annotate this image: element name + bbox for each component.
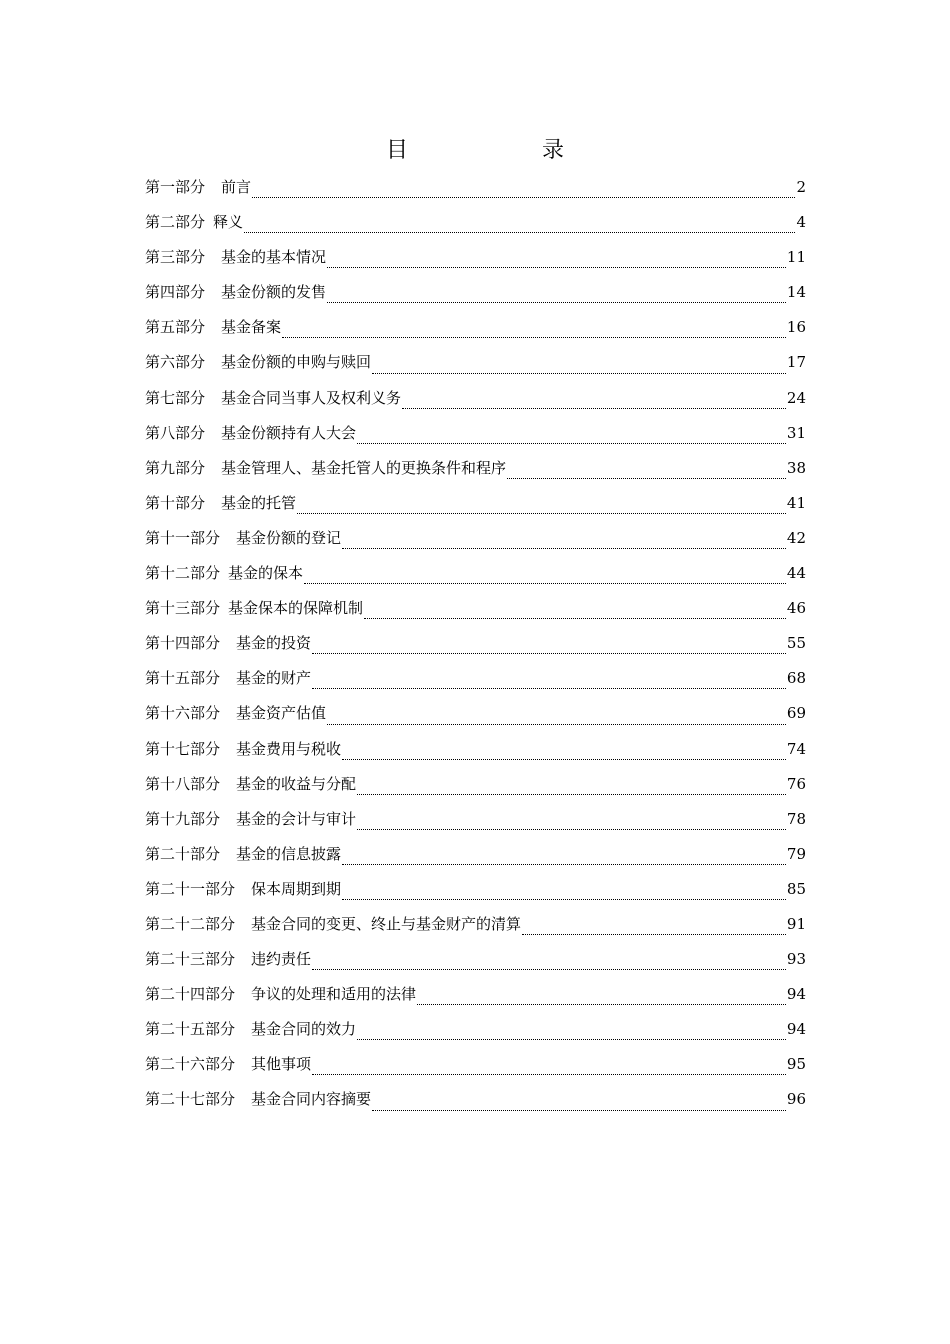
toc-entry-name: 保本周期到期 — [251, 879, 342, 898]
toc-title: 目 录 — [385, 138, 594, 163]
toc-entry[interactable] — [145, 457, 806, 492]
toc-entry[interactable] — [145, 702, 806, 737]
toc-entry-page-number: 78 — [786, 809, 806, 828]
toc-entry-page-number: 93 — [786, 950, 806, 969]
toc-entry-name: 其他事项 — [251, 1055, 312, 1074]
toc-entry-page-number: 74 — [786, 739, 806, 758]
toc-entry-part: 第十八部分 — [145, 774, 221, 793]
toc-entry[interactable] — [145, 1088, 806, 1123]
toc-entry-name: 基金资产估值 — [236, 704, 327, 723]
toc-entry-name: 基金的投资 — [236, 634, 312, 653]
toc-entry-name: 基金费用与税收 — [236, 739, 342, 758]
toc-dot-leader — [312, 687, 786, 689]
toc-entry-part: 第一部分 — [145, 178, 206, 196]
toc-entry-page-number: 24 — [786, 388, 806, 407]
toc-entry-page-number: 42 — [786, 528, 806, 547]
toc-dot-leader — [282, 336, 786, 338]
toc-entry[interactable] — [145, 176, 806, 211]
toc-dot-leader — [342, 863, 786, 865]
toc-entry-name: 基金合同的变更、终止与基金财产的清算 — [251, 914, 522, 933]
toc-entry-page-number: 95 — [786, 1055, 806, 1074]
toc-entry-part: 第十五部分 — [145, 669, 221, 688]
toc-entry-part: 第四部分 — [145, 283, 206, 302]
toc-entry[interactable] — [145, 597, 806, 632]
toc-dot-leader — [522, 933, 786, 935]
toc-entry-page-number: 91 — [786, 914, 806, 933]
toc-entry-name: 基金的收益与分配 — [236, 774, 357, 793]
toc-entry-page-number: 79 — [786, 844, 806, 863]
toc-entry-part: 第十三部分 — [145, 599, 221, 618]
toc-entry-name: 基金的信息披露 — [236, 844, 342, 863]
toc-entry-name: 基金的托管 — [221, 493, 297, 512]
toc-entry-page-number: 94 — [786, 1020, 806, 1039]
toc-entry-part: 第二十五部分 — [145, 1020, 236, 1039]
toc-dot-leader — [327, 266, 786, 268]
toc-dot-leader — [252, 196, 795, 198]
toc-entry[interactable] — [145, 773, 806, 808]
toc-entry-page-number: 85 — [786, 879, 806, 898]
toc-dot-leader — [312, 1073, 786, 1075]
toc-entry-name: 基金的保本 — [228, 564, 304, 583]
toc-entry-part: 第十一部分 — [145, 528, 221, 547]
toc-entry[interactable] — [145, 246, 806, 281]
toc-entry[interactable] — [145, 422, 806, 457]
toc-entry-page-number: 96 — [786, 1090, 806, 1109]
toc-entry[interactable] — [145, 808, 806, 843]
toc-dot-leader — [357, 793, 786, 795]
toc-entry[interactable] — [145, 562, 806, 597]
toc-dot-leader — [364, 617, 786, 619]
toc-entry-name: 违约责任 — [251, 950, 312, 969]
toc-entry-name: 基金合同的效力 — [251, 1020, 357, 1039]
toc-dot-leader — [357, 442, 786, 444]
toc-entry-page-number: 69 — [786, 704, 806, 723]
toc-entry-page-number: 11 — [786, 248, 806, 267]
toc-entry-page-number: 76 — [786, 774, 806, 793]
toc-entry-part: 第十部分 — [145, 493, 206, 512]
toc-entry-name: 前言 — [221, 178, 252, 196]
toc-dot-leader — [372, 1109, 786, 1111]
toc-entry-page-number: 55 — [786, 634, 806, 653]
toc-entry-name: 释义 — [213, 213, 244, 232]
toc-entry[interactable] — [145, 913, 806, 948]
toc-entry-page-number: 14 — [786, 283, 806, 302]
toc-entry-name: 基金合同当事人及权利义务 — [221, 388, 402, 407]
toc-entry-name: 基金的会计与审计 — [236, 809, 357, 828]
toc-entry-part: 第二十六部分 — [145, 1055, 236, 1074]
toc-dot-leader — [342, 547, 786, 549]
toc-entry[interactable] — [145, 632, 806, 667]
toc-entry-part: 第五部分 — [145, 318, 206, 337]
toc-entry-part: 第九部分 — [145, 458, 206, 477]
toc-dot-leader — [312, 652, 786, 654]
toc-entry[interactable] — [145, 492, 806, 527]
toc-entry[interactable] — [145, 316, 806, 351]
toc-entry[interactable] — [145, 667, 806, 702]
toc-entry-part: 第二十二部分 — [145, 914, 236, 933]
toc-entry[interactable] — [145, 1053, 806, 1088]
toc-entry-name: 基金的财产 — [236, 669, 312, 688]
toc-entry-name: 基金保本的保障机制 — [228, 599, 364, 618]
toc-dot-leader — [372, 372, 786, 374]
toc-entry-page-number: 44 — [786, 564, 806, 583]
toc-entry-part: 第十七部分 — [145, 739, 221, 758]
toc-entry-name: 基金份额的登记 — [236, 528, 342, 547]
toc-entry-part: 第二部分 — [145, 213, 206, 232]
toc-entry-name: 争议的处理和适用的法律 — [251, 985, 417, 1004]
toc-entry[interactable] — [145, 843, 806, 878]
toc-entry-name: 基金的基本情况 — [221, 248, 327, 267]
toc-entry[interactable] — [145, 211, 806, 246]
toc-entry[interactable] — [145, 948, 806, 983]
toc-dot-leader — [297, 512, 786, 514]
toc-entry-part: 第二十一部分 — [145, 879, 236, 898]
toc-entry-page-number: 38 — [786, 458, 806, 477]
toc-entry-name: 基金份额持有人大会 — [221, 423, 357, 442]
toc-entry[interactable] — [145, 738, 806, 773]
toc-dot-leader — [327, 301, 786, 303]
toc-list — [145, 176, 806, 1124]
toc-entry[interactable] — [145, 878, 806, 913]
toc-entry-name: 基金合同内容摘要 — [251, 1090, 372, 1109]
toc-entry-part: 第二十四部分 — [145, 985, 236, 1004]
toc-entry-page-number: 68 — [786, 669, 806, 688]
toc-entry-name: 基金份额的发售 — [221, 283, 327, 302]
toc-entry-page-number: 16 — [786, 318, 806, 337]
toc-dot-leader — [342, 758, 786, 760]
toc-entry-page-number: 46 — [786, 599, 806, 618]
toc-entry-name: 基金管理人、基金托管人的更换条件和程序 — [221, 458, 507, 477]
toc-entry-part: 第七部分 — [145, 388, 206, 407]
toc-entry-part: 第八部分 — [145, 423, 206, 442]
toc-entry-part: 第十九部分 — [145, 809, 221, 828]
toc-dot-leader — [342, 898, 786, 900]
toc-entry-page-number: 94 — [786, 985, 806, 1004]
toc-entry-name: 基金份额的申购与赎回 — [221, 353, 372, 372]
toc-entry-part: 第二十三部分 — [145, 950, 236, 969]
toc-entry-part: 第十二部分 — [145, 564, 221, 583]
toc-entry[interactable] — [145, 527, 806, 562]
toc-entry-page-number: 17 — [786, 353, 806, 372]
toc-entry[interactable] — [145, 387, 806, 422]
toc-entry-page-number: 31 — [786, 423, 806, 442]
toc-dot-leader — [312, 968, 786, 970]
toc-dot-leader — [417, 1003, 786, 1005]
toc-dot-leader — [244, 231, 795, 233]
toc-entry-part: 第六部分 — [145, 353, 206, 372]
toc-entry-part: 第三部分 — [145, 248, 206, 267]
toc-dot-leader — [507, 477, 786, 479]
toc-entry[interactable] — [145, 351, 806, 386]
toc-entry-page-number: 2 — [796, 178, 806, 196]
toc-entry-name: 基金备案 — [221, 318, 282, 337]
toc-dot-leader — [357, 828, 786, 830]
toc-dot-leader — [327, 723, 786, 725]
toc-entry-page-number: 4 — [796, 213, 806, 232]
toc-entry-part: 第十六部分 — [145, 704, 221, 723]
toc-dot-leader — [304, 582, 786, 584]
toc-entry-part: 第十四部分 — [145, 634, 221, 653]
toc-entry-part: 第二十七部分 — [145, 1090, 236, 1109]
toc-entry-page-number: 41 — [786, 493, 806, 512]
toc-dot-leader — [357, 1038, 786, 1040]
toc-entry[interactable] — [145, 1018, 806, 1053]
toc-entry[interactable] — [145, 281, 806, 316]
toc-dot-leader — [402, 407, 786, 409]
toc-entry[interactable] — [145, 983, 806, 1018]
toc-entry-part: 第二十部分 — [145, 844, 221, 863]
